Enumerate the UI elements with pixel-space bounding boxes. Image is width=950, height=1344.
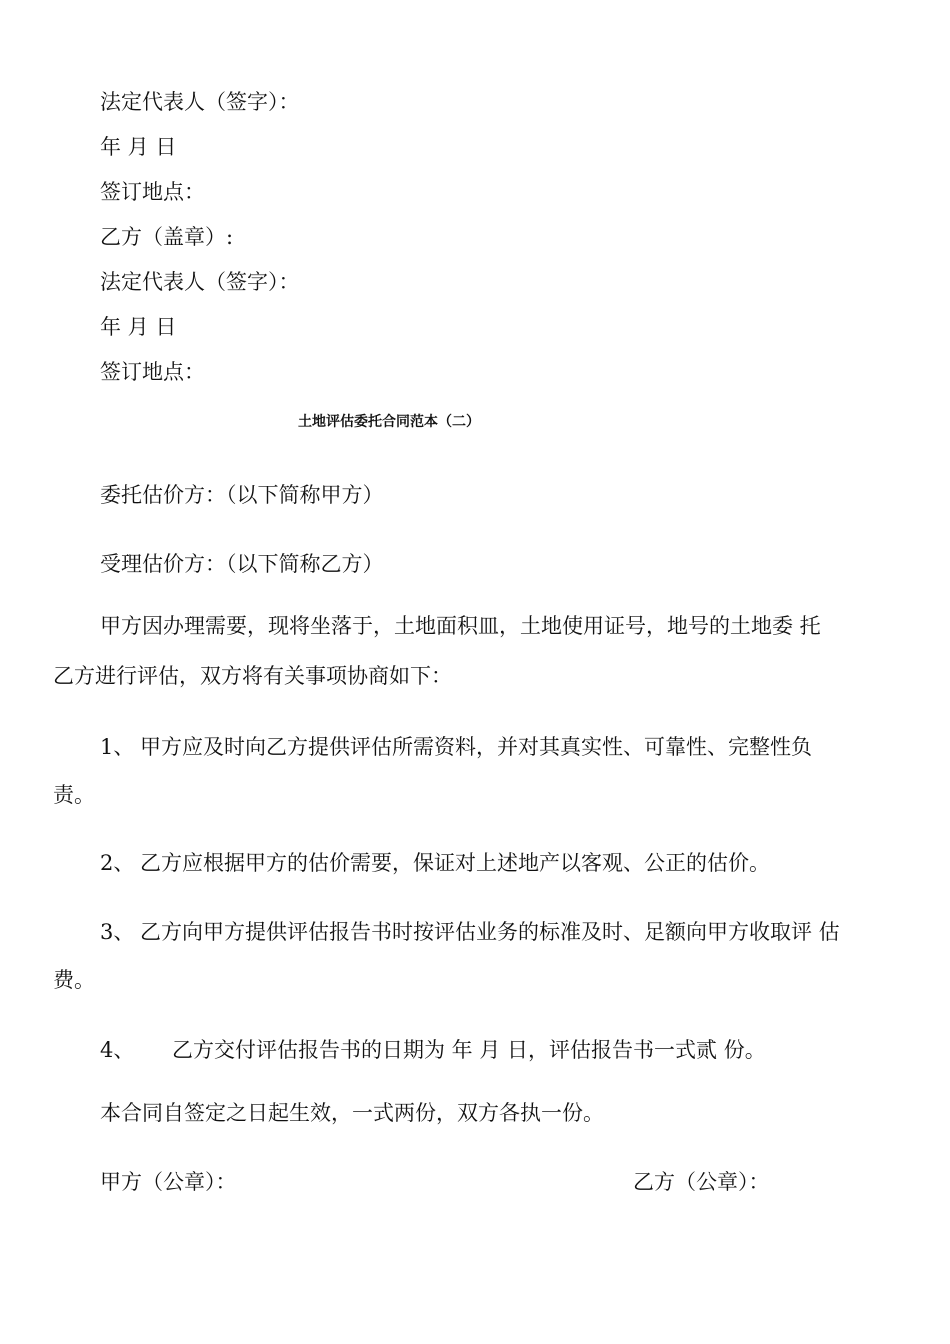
party-b-seal-label: 乙方（公章）： xyxy=(633,1170,770,1194)
intro-paragraph-line2: 乙方进行评估，双方将有关事项协商如下： xyxy=(53,664,452,688)
clause-number: 4、 xyxy=(100,1038,135,1062)
date-label: 年 月 日 xyxy=(100,135,177,159)
intro-paragraph-line1: 甲方因办理需要，现将坐落于，土地面积皿，土地使用证号，地号的土地委 托 xyxy=(100,614,821,638)
clause-number: 1、 xyxy=(100,735,135,759)
date-label: 年 月 日 xyxy=(100,315,177,339)
clause-text-continued: 责。 xyxy=(53,783,95,807)
clause-number: 3、 xyxy=(100,920,135,944)
rep-signature-label: 法定代表人（签字）： xyxy=(100,270,300,294)
client-party-line: 委托估价方：（以下简称甲方） xyxy=(100,483,384,507)
clause-text-continued: 费。 xyxy=(53,968,95,992)
clause-text: 乙方交付评估报告书的日期为 年 月 日，评估报告书一式贰 份。 xyxy=(172,1038,766,1062)
party-a-seal-label: 甲方（公章）： xyxy=(100,1170,237,1194)
clause-text: 乙方应根据甲方的估价需要，保证对上述地产以客观、公正的估价。 xyxy=(140,851,770,875)
clause-text: 乙方向甲方提供评估报告书时按评估业务的标准及时、足额向甲方收取评 估 xyxy=(140,920,840,944)
clause-number: 2、 xyxy=(100,851,135,875)
effective-statement: 本合同自签定之日起生效，一式两份，双方各执一份。 xyxy=(100,1101,604,1125)
clause-text: 甲方应及时向乙方提供评估所需资料，并对其真实性、可靠性、完整性负 xyxy=(140,735,812,759)
signing-location-label: 签订地点： xyxy=(100,180,205,204)
signing-location-label: 签订地点： xyxy=(100,360,205,384)
appraiser-party-line: 受理估价方：（以下简称乙方） xyxy=(100,552,384,576)
party-b-seal-label: 乙方（盖章）: xyxy=(100,225,234,249)
document-title: 土地评估委托合同范本（二） xyxy=(298,414,480,430)
rep-signature-label: 法定代表人（签字）： xyxy=(100,90,300,114)
